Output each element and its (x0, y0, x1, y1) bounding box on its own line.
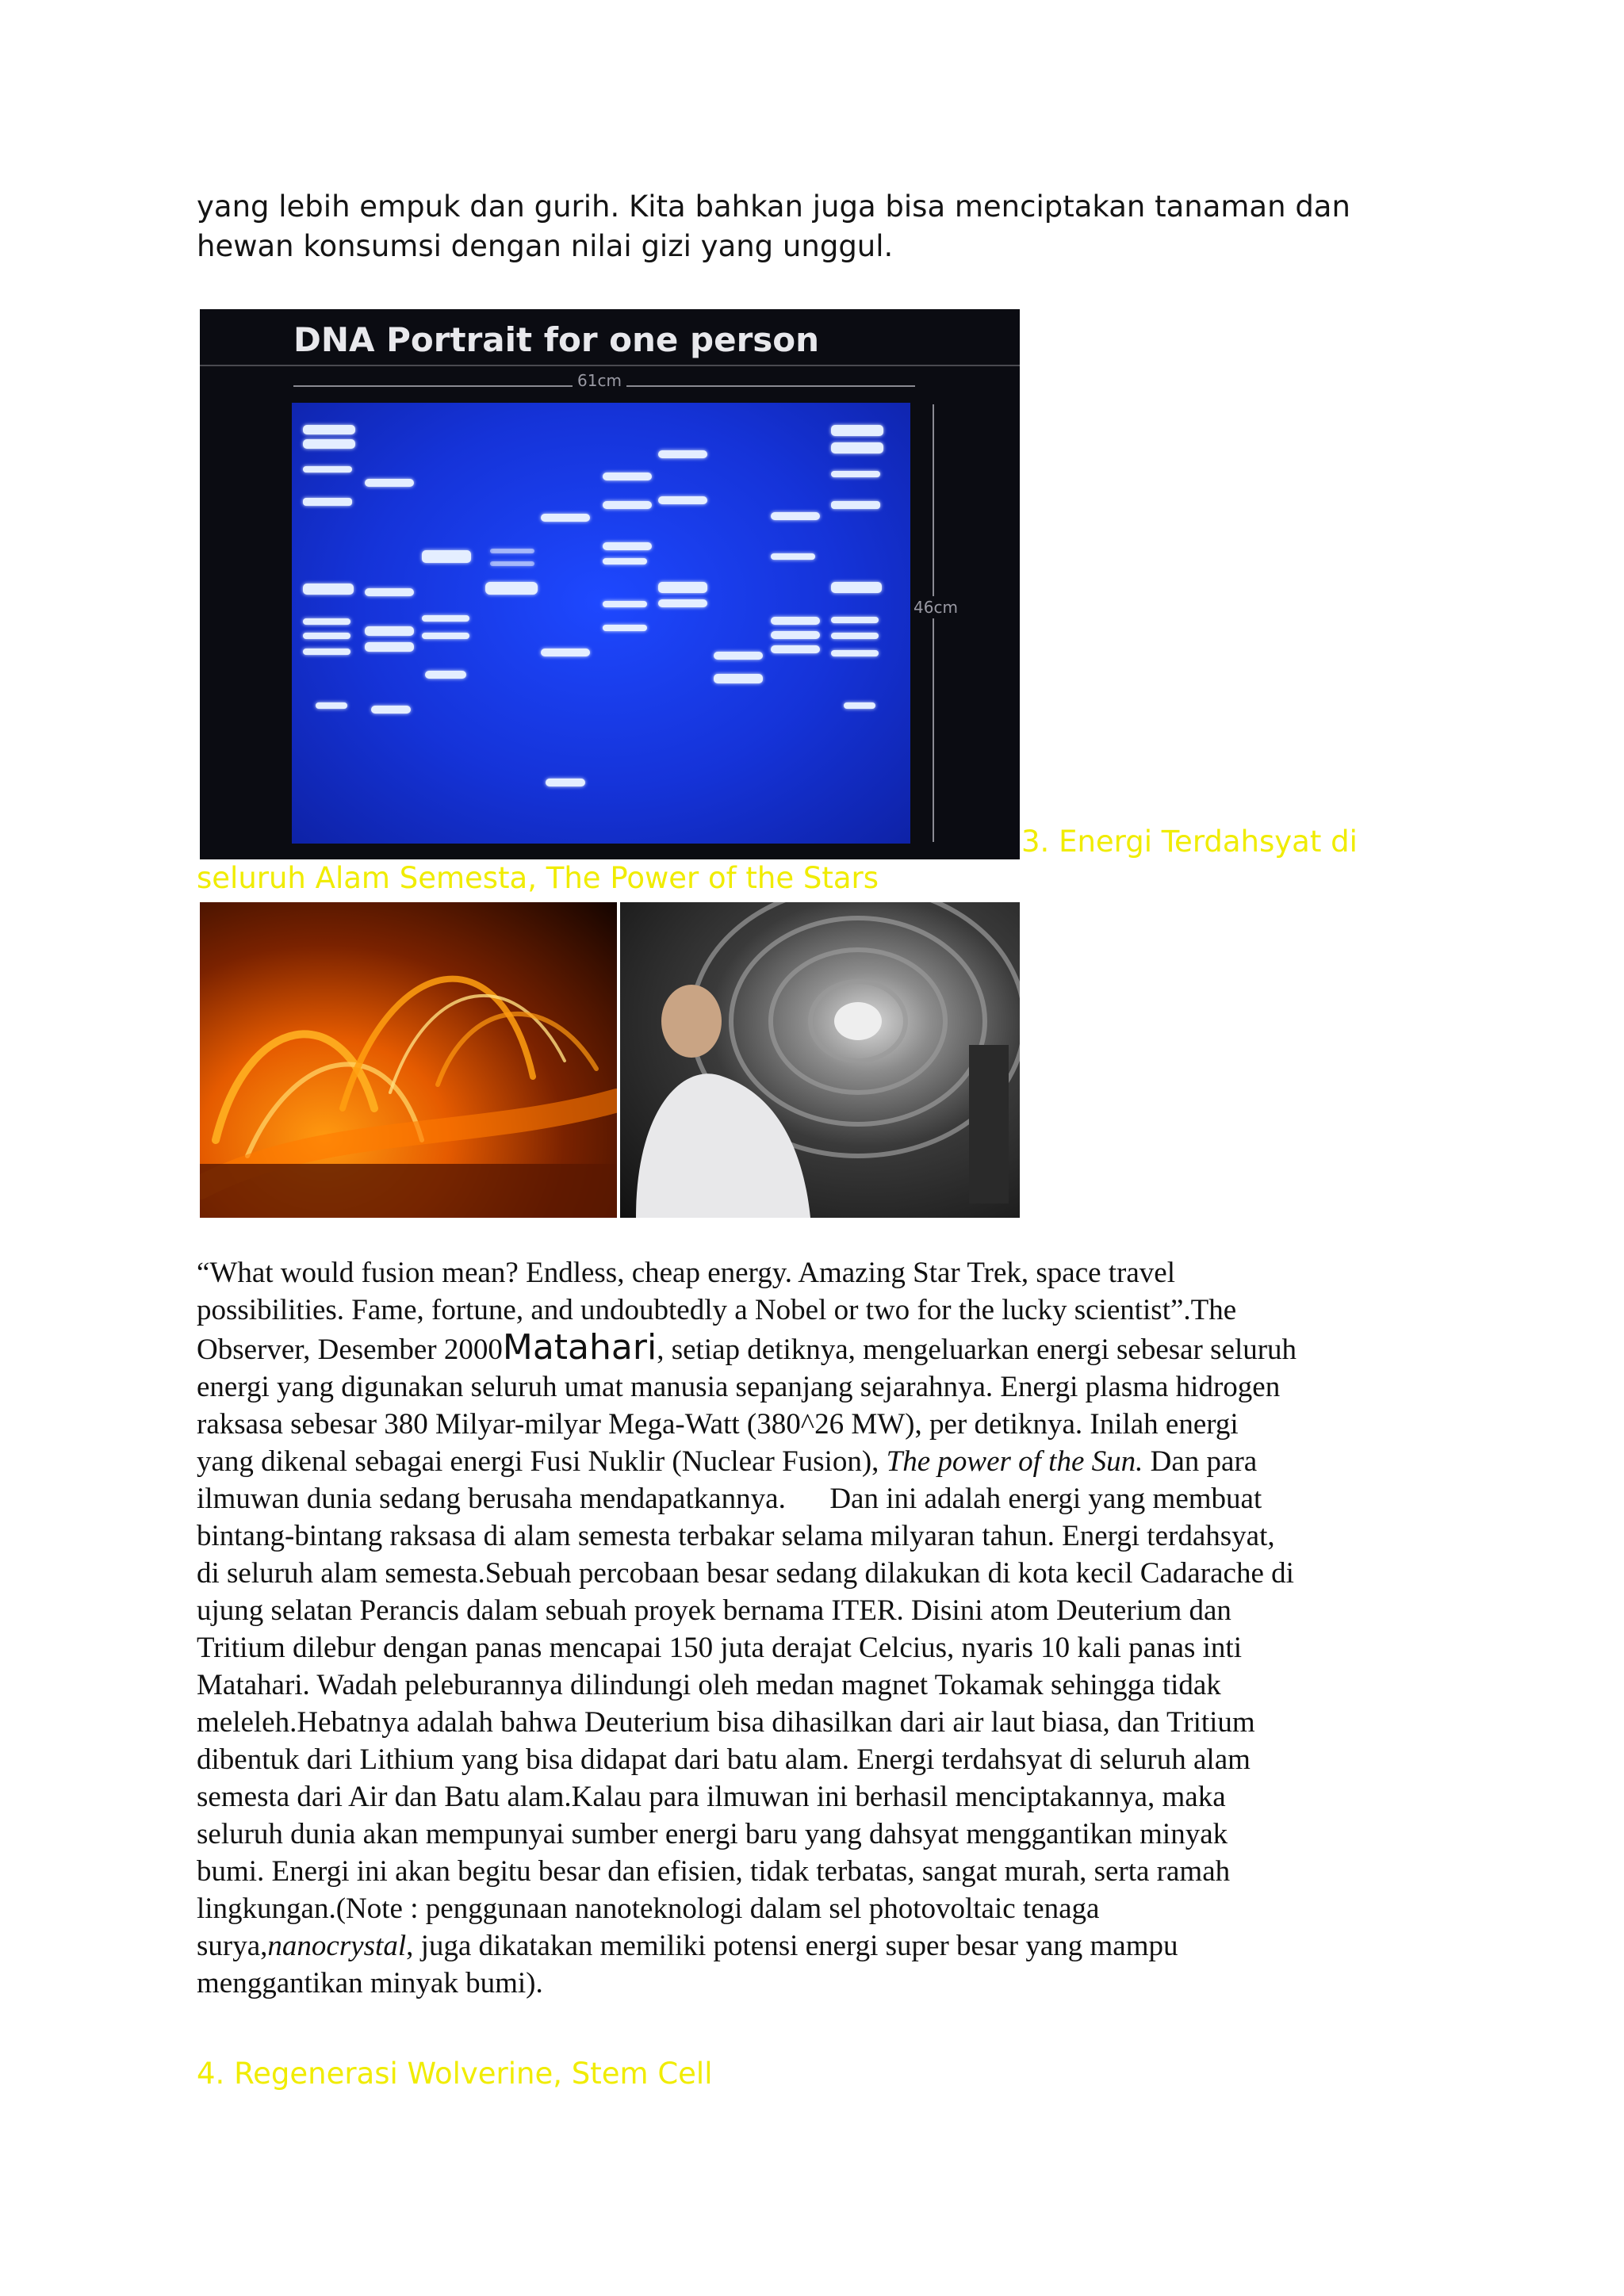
gel-bands (292, 403, 910, 844)
italic-phrase: The power of the Sun. (886, 1445, 1143, 1478)
height-ruler (933, 404, 934, 842)
text-line: lingkungan.(Note : penggunaan nanoteknologi dalam sel photovoltaic tenaga (197, 1892, 1100, 1925)
text-line: seluruh dunia akan mempunyai sumber energi baru yang dahsyat menggantikan minyak (197, 1818, 1228, 1850)
dna-portrait-image (200, 309, 1020, 859)
text-segment: , juga dikatakan memiliki potensi energi super besar yang mampu (406, 1930, 1178, 1962)
intro-paragraph (197, 187, 1434, 266)
text-line: bumi. Energi ini akan begitu besar dan efisien, tidak terbatas, sangat murah, serta ramah (197, 1855, 1231, 1888)
solar-flare-art (200, 902, 617, 1218)
solar-flare-image (200, 902, 617, 1218)
text-line: ilmuwan dunia sedang berusaha mendapatkannya. Dan ini adalah energi yang membuat (197, 1483, 1262, 1515)
text-line: yang lebih empuk dan gurih. Kita bahkan juga bisa menciptakan tanaman dan (197, 189, 1350, 224)
text-line (197, 1927, 1434, 1965)
text-line: di seluruh alam semesta.Sebuah percobaan besar sedang dilakukan di kota kecil Cadarache di (197, 1557, 1294, 1590)
fusion-photos (200, 902, 1020, 1218)
text-line: meleleh.Hebatnya adalah bahwa Deuterium bisa dihasilkan dari air laut biasa, dan Tritium (197, 1706, 1255, 1739)
text-segment: surya, (197, 1930, 268, 1962)
text-segment: yang dikenal sebagai energi Fusi Nuklir (Nuclear Fusion), (197, 1445, 887, 1478)
text-line: Matahari. Wadah peleburannya dilindungi oleh medan magnet Tokamak sehingga tidak (197, 1669, 1221, 1701)
reactor-art (620, 902, 1020, 1218)
text-line (197, 1329, 1434, 1368)
text-line (197, 1443, 1434, 1480)
text-line: ujung selatan Perancis dalam sebuah proyek bernama ITER. Disini atom Deuterium dan (197, 1594, 1231, 1627)
text-line: semesta dari Air dan Batu alam.Kalau para ilmuwan ini berhasil menciptakannya, maka (197, 1781, 1226, 1813)
text-line: bintang-bintang raksasa di alam semesta terbakar selama milyaran tahun. Energi terdahsyat, (197, 1520, 1275, 1552)
italic-phrase: nanocrystal (267, 1930, 407, 1962)
text-line: hewan konsumsi dengan nilai gizi yang unggul. (197, 229, 894, 263)
text-line: “What would fusion mean? Endless, cheap energy. Amazing Star Trek, space travel (197, 1257, 1176, 1289)
width-label: 61cm (573, 371, 626, 390)
text-segment: Observer, Desember 2000 (197, 1334, 503, 1366)
text-line: energi yang digunakan seluruh umat manusia sepanjang sejarahnya. Energi plasma hidrogen (197, 1371, 1281, 1403)
text-line: dibentuk dari Lithium yang bisa didapat dari batu alam. Energi terdahsyat di seluruh alam (197, 1743, 1251, 1776)
fusion-paragraph (197, 1254, 1434, 2002)
tokamak-reactor-image (620, 902, 1020, 1218)
text-line: raksasa sebesar 380 Milyar-milyar Mega-Watt (380^26 MW), per detiknya. Inilah energi (197, 1408, 1239, 1441)
matahari-word: Matahari (502, 1327, 657, 1368)
text-line: Tritium dilebur dengan panas mencapai 150 juta derajat Celcius, nyaris 10 kali panas inti (197, 1632, 1242, 1664)
divider (200, 365, 1020, 366)
text-line: possibilities. Fame, fortune, and undoubtedly a Nobel or two for the lucky scientist”.The (197, 1294, 1237, 1326)
gel-area (292, 403, 910, 844)
text-segment: Dan para (1143, 1445, 1258, 1478)
section-3-heading-line2: seluruh Alam Semesta, The Power of the Stars (197, 861, 879, 895)
dna-image-title: DNA Portrait for one person (293, 320, 820, 359)
height-label: 46cm (914, 598, 958, 617)
section-3-heading-line1: 3. Energi Terdahsyat di (1021, 825, 1358, 859)
text-segment: , setiap detiknya, mengeluarkan energi sebesar seluruh (657, 1334, 1297, 1366)
text-line: menggantikan minyak bumi). (197, 1967, 543, 1999)
section-4-heading: 4. Regenerasi Wolverine, Stem Cell (197, 2057, 713, 2091)
